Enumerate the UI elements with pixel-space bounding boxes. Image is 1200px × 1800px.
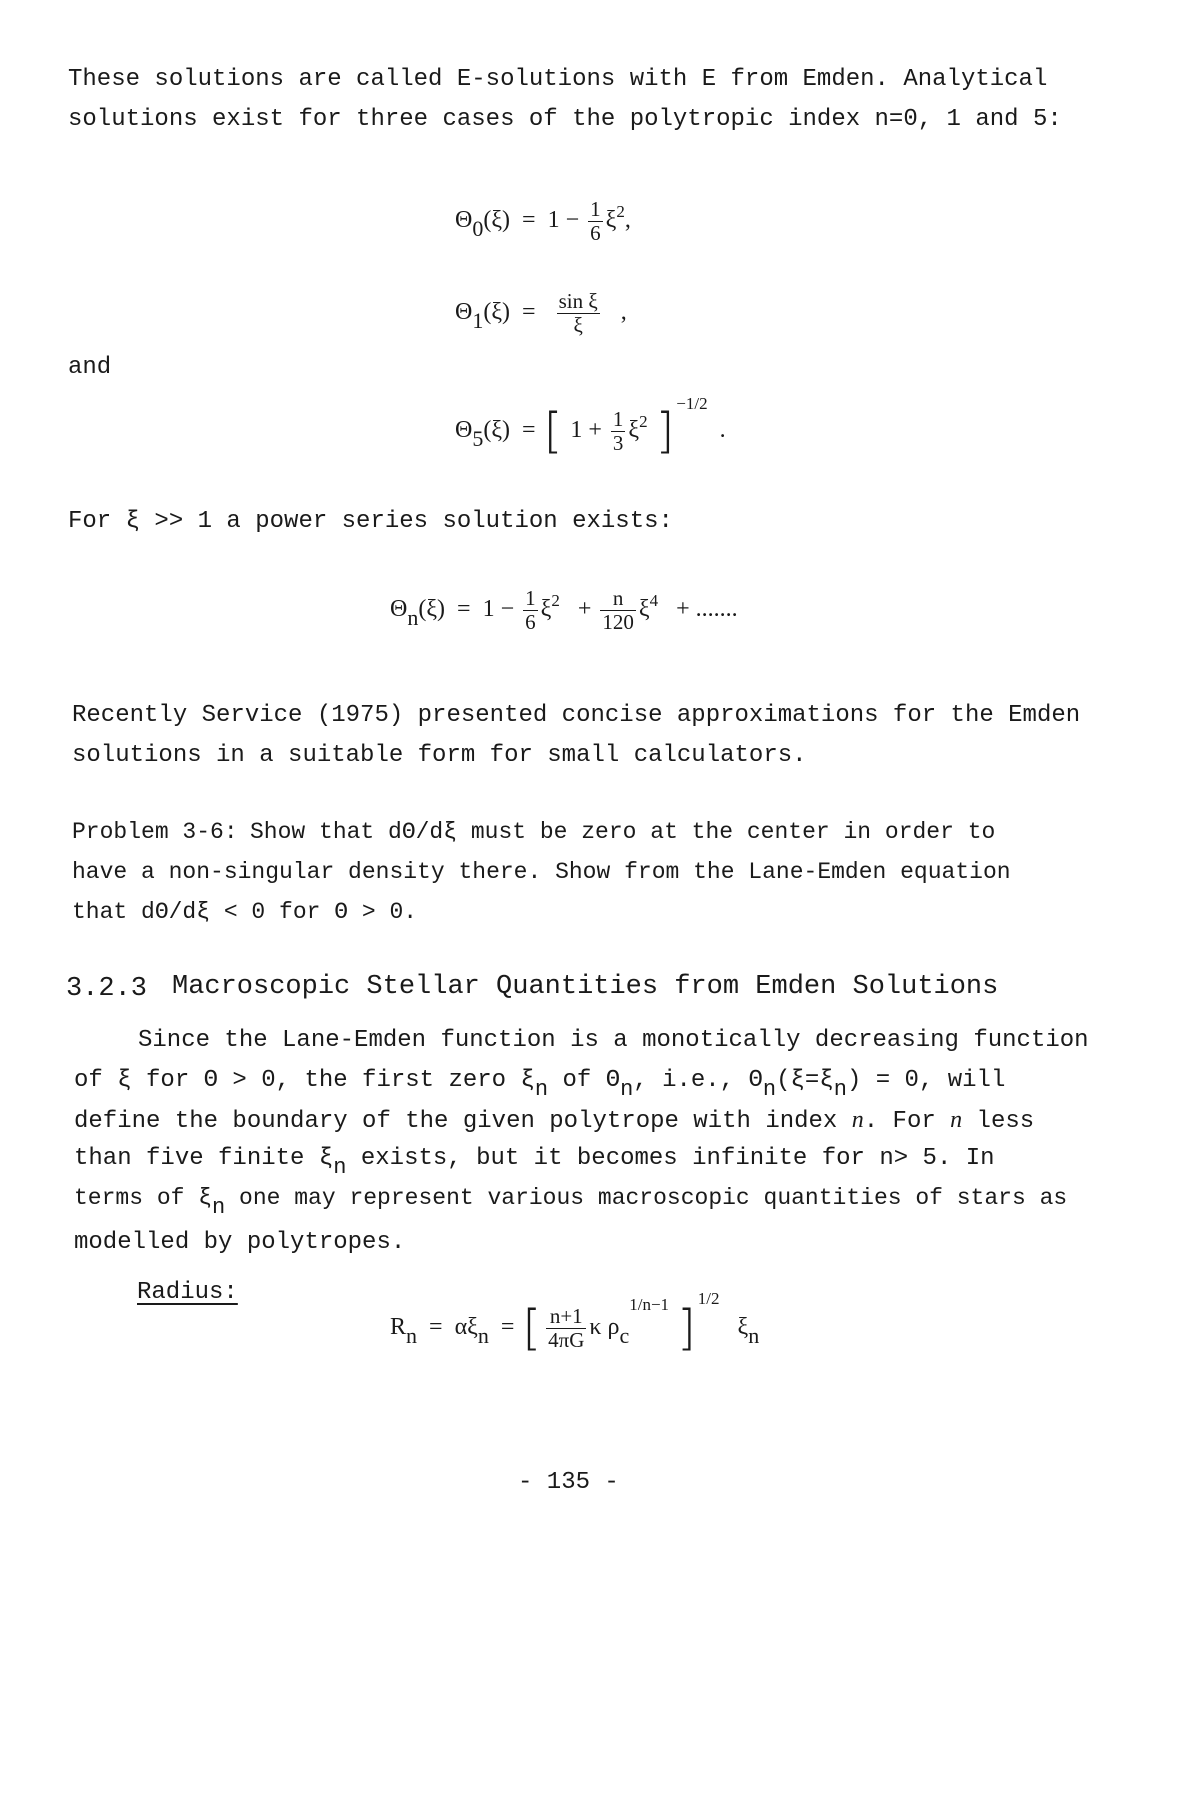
- theta0-minus: −: [565, 207, 580, 234]
- for-line: For ξ >> 1 a power series solution exists:: [68, 508, 673, 535]
- theta1-tail: ,: [620, 299, 627, 326]
- para-line2-a: of ξ for Θ > 0, the first zero ξ: [74, 1067, 535, 1094]
- para-line4-c: exists, but it becomes infinite for n> 5. In: [346, 1145, 995, 1172]
- section-title: Macroscopic Stellar Quantities from Emden Solutions: [172, 972, 999, 1002]
- para-line4-a: than five finite ξ: [74, 1145, 334, 1172]
- radius-asub: n: [477, 1323, 489, 1348]
- radius-den: 4πG: [548, 1327, 585, 1352]
- para-line3-b: n: [851, 1107, 864, 1133]
- theta5-tail: .: [719, 417, 726, 443]
- theta0-lhs: Θ: [455, 207, 473, 234]
- theta5-plus: +: [588, 417, 602, 443]
- thetan-sub: n: [407, 605, 419, 631]
- paragraph-line-1: Since the Lane-Emden function is a monotically decreasing function: [138, 1027, 1089, 1054]
- para-line3-a: define the boundary of the given polytrope with index: [74, 1108, 852, 1135]
- paragraph-line-3: [74, 1108, 1034, 1134]
- para-line2-d: n: [620, 1077, 634, 1102]
- para-line2-b: n: [534, 1077, 549, 1102]
- equation-theta1: [455, 290, 627, 337]
- para-line2-g: (ξ=ξ: [776, 1067, 834, 1094]
- theta5-sub: 5: [472, 426, 484, 451]
- radius-sub: n: [406, 1323, 418, 1348]
- equation-thetan: [390, 587, 738, 634]
- radius-kappa: κ ρ: [589, 1314, 620, 1340]
- thetan-pow1: 2: [551, 591, 560, 611]
- radius-csub: c: [619, 1323, 630, 1348]
- theta1-arg: (ξ): [483, 299, 511, 326]
- thetan-fraction-2: [600, 587, 636, 634]
- para-line3-e: less: [962, 1108, 1035, 1135]
- theta5-xi: ξ: [628, 417, 640, 443]
- paragraph-line-5: [74, 1187, 1067, 1219]
- theta5-eq: =: [522, 417, 536, 443]
- radius-inner-exp: 1/n−1: [629, 1295, 670, 1314]
- para-line2-e: , i.e., Θ: [633, 1067, 763, 1094]
- para-line4-b: n: [333, 1155, 347, 1180]
- theta5-arg: (ξ): [483, 417, 511, 443]
- radius-eq1: =: [429, 1314, 443, 1340]
- problem-line-1: Show that dΘ/dξ must be zero at the center in order to: [250, 819, 996, 845]
- theta0-arg: (ξ): [483, 207, 511, 234]
- thetan-num2: n: [612, 586, 624, 610]
- para-line5-a: terms of ξ: [74, 1185, 213, 1211]
- theta0-den: 6: [590, 221, 601, 246]
- theta1-sub: 1: [472, 308, 484, 334]
- para-line2-h: n: [833, 1077, 847, 1102]
- problem-label: Problem 3-6:: [72, 819, 238, 845]
- theta1-eq: =: [522, 299, 536, 326]
- theta0-tail: ,: [624, 207, 631, 234]
- thetan-plus: +: [577, 596, 592, 623]
- problem-line-2: have a non-singular density there. Show from the Lane-Emden equation: [72, 859, 1011, 885]
- thetan-xi1: ξ: [540, 596, 552, 623]
- service-line-2: solutions in a suitable form for small calculators.: [72, 742, 807, 769]
- radius-lhs: R: [390, 1314, 407, 1340]
- radius-xsub: n: [748, 1323, 760, 1348]
- page-number: - 135 -: [518, 1469, 619, 1496]
- thetan-eq: =: [457, 596, 471, 623]
- radius-eq2: =: [500, 1314, 515, 1340]
- theta0-fraction: [588, 198, 603, 245]
- theta0-pow: 2: [616, 202, 625, 222]
- theta0-one: 1: [547, 207, 560, 234]
- para-line5-c: one may represent various macroscopic quantities of stars as: [225, 1185, 1068, 1211]
- thetan-den2: 120: [602, 610, 634, 635]
- theta1-fraction: [557, 290, 600, 337]
- theta1-num: sin ξ: [558, 289, 598, 313]
- theta5-lhs: Θ: [455, 417, 473, 443]
- radius-right-bracket: ]: [677, 1300, 696, 1357]
- radius-label: Radius:: [137, 1279, 238, 1306]
- theta5-right-bracket: ]: [655, 403, 675, 460]
- theta5-num: 1: [612, 406, 624, 431]
- radius-outer-exp: 1/2: [697, 1289, 720, 1308]
- para-line2-c: of Θ: [548, 1067, 621, 1094]
- thetan-tail: + .......: [676, 596, 738, 623]
- problem-line-3: that dΘ/dξ < 0 for Θ > 0.: [72, 899, 418, 925]
- theta5-left-bracket: [: [543, 403, 563, 460]
- theta5-one: 1: [570, 417, 583, 443]
- thetan-one: 1: [482, 596, 495, 623]
- theta5-exp: −1/2: [676, 394, 708, 413]
- theta5-fraction: [611, 408, 626, 455]
- thetan-num1: 1: [525, 586, 536, 610]
- and-label: and: [68, 354, 112, 381]
- radius-num: n+1: [549, 1303, 583, 1328]
- radius-alpha: αξ: [454, 1314, 478, 1340]
- para-line3-d: n: [950, 1107, 963, 1133]
- theta5-den: 3: [612, 430, 624, 455]
- paragraph-line-6: modelled by polytropes.: [74, 1229, 406, 1256]
- theta1-den: ξ: [557, 313, 600, 337]
- thetan-pow2: 4: [649, 591, 659, 611]
- theta5-pow: 2: [639, 412, 648, 431]
- thetan-xi2: ξ: [638, 596, 650, 623]
- para-line2-f: n: [762, 1077, 777, 1102]
- theta1-lhs: Θ: [455, 299, 473, 326]
- thetan-fraction-1: [523, 587, 538, 634]
- equation-theta0: [455, 198, 631, 245]
- theta0-num: 1: [590, 197, 601, 221]
- thetan-den1: 6: [525, 610, 536, 635]
- service-line-1: Recently Service (1975) presented concise approximations for the Emden: [72, 702, 1081, 729]
- intro-line-1: These solutions are called E-solutions with E from Emden. Analytical: [68, 66, 1048, 93]
- thetan-minus: −: [500, 596, 515, 623]
- theta0-sub: 0: [472, 216, 484, 242]
- para-line2-i: ) = 0, will: [846, 1067, 1006, 1094]
- radius-xi: ξ: [737, 1314, 749, 1340]
- equation-theta5: [455, 394, 726, 460]
- paragraph-line-2: [74, 1069, 1005, 1101]
- section-number: 3.2.3: [66, 974, 148, 1004]
- para-line5-b: n: [212, 1195, 226, 1220]
- para-line3-c: . For: [863, 1108, 951, 1135]
- thetan-lhs: Θ: [390, 596, 408, 623]
- radius-fraction: [546, 1305, 586, 1352]
- radius-left-bracket: [: [522, 1300, 542, 1357]
- equation-radius: [390, 1289, 760, 1357]
- intro-line-2: solutions exist for three cases of the polytropic index n=0, 1 and 5:: [68, 106, 1062, 133]
- theta0-xi: ξ: [605, 207, 617, 234]
- theta0-eq: =: [522, 207, 536, 234]
- paragraph-line-4: [74, 1147, 995, 1179]
- thetan-arg: (ξ): [418, 596, 446, 623]
